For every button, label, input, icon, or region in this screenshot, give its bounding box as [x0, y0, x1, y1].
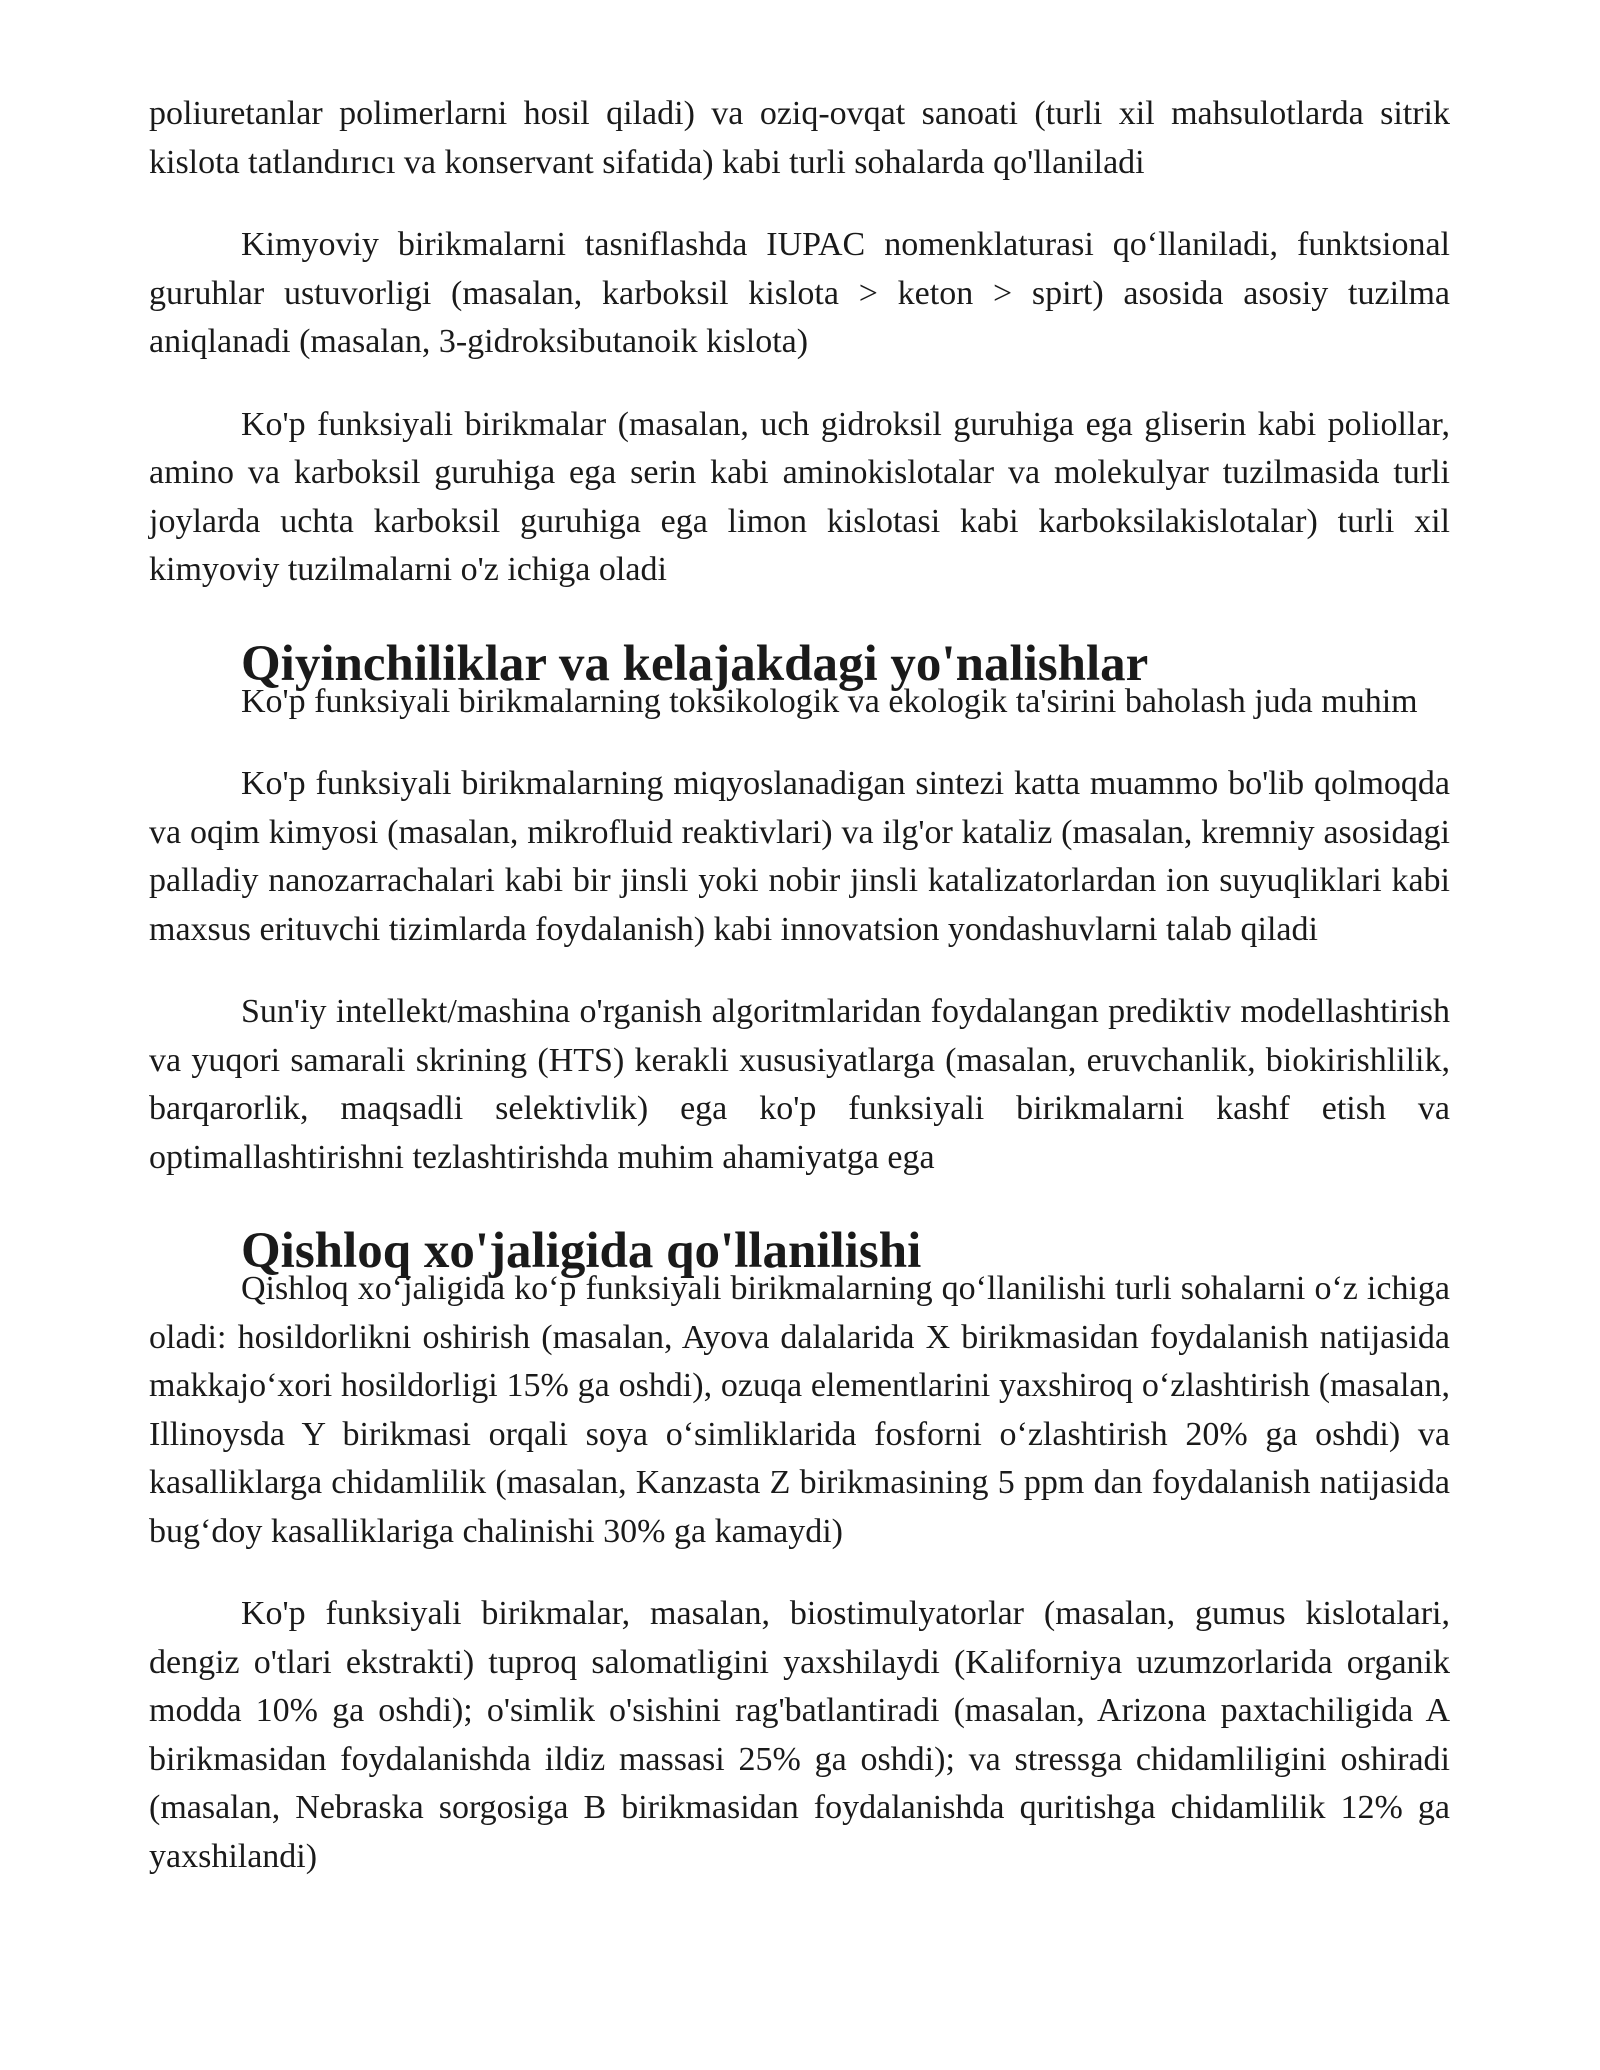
paragraph-scalable-synthesis: Ko'p funksiyali birikmalarning miqyoslanadigan sintezi katta muammo bo'lib qolmoqda va oqim kimyosi (masalan, mikrofluid reaktivlari) va ilg'or kataliz (masalan, kremniy asosidagi palladiy nanozarrachalari kabi bir jinsli yoki nobir jinsli katalizatorlardan ion suyuqliklari kabi maxsus erituvchi tizimlarda foydalanish) kabi innovatsion yondashuvlarni talab qiladi	[149, 765, 1450, 948]
section-heading-agriculture: Qishloq xo'jaligida qo'llanilishi	[241, 1223, 922, 1279]
paragraph-multifunctional-compounds: Ko'p funksiyali birikmalar (masalan, uch gidroksil guruhiga ega gliserin kabi poliollar, amino va karboksil guruhiga ega serin kabi aminokislotalar va molekulyar tuzilmasida turli joylarda uchta karboksil guruhiga ega limon kislotasi kabi karboksilakislotalar) turli xil kimyoviy tuzilmalarni o'z ichiga oladi	[149, 405, 1450, 588]
document-page	[149, 90, 1450, 1915]
paragraph-applications-continued: poliuretanlar polimerlarni hosil qiladi) va oziq-ovqat sanoati (turli xil mahsulotlarda sitrik kislota tatlandırıcı va konservant sifatida) kabi turli sohalarda qo'llaniladi	[149, 95, 1450, 181]
paragraph-ai-predictive-modeling: Sun'iy intellekt/mashina o'rganish algoritmlaridan foydalangan prediktiv modellashtirish va yuqori samarali skrining (HTS) kerakli xususiyatlarga (masalan, eruvchanlik, biokirishlilik, barqarorlik, maqsadli selektivlik) ega ko'p funksiyali birikmalarni kashf etish va optimallashtirishni tezlashtirishda muhim ahamiyatga ega	[149, 993, 1450, 1176]
section-heading-challenges: Qiyinchiliklar va kelajakdagi yo'nalishlar	[241, 635, 1149, 692]
paragraph-toxicology-assessment: Ko'p funksiyali birikmalarning toksikologik va ekologik ta'sirini baholash juda muhim	[241, 682, 1418, 720]
paragraph-iupac-classification: Kimyoviy birikmalarni tasniflashda IUPAC nomenklaturasi qo‘llaniladi, funktsional guruhlar ustuvorligi (masalan, karboksil kislota > keton > spirt) asosida asosiy tuzilma aniqlanadi (masalan, 3-gidroksibutanoik kislota)	[149, 226, 1450, 360]
paragraph-biostimulants: Ko'p funksiyali birikmalar, masalan, biostimulyatorlar (masalan, gumus kislotalari, dengiz o'tlari ekstrakti) tuproq salomatligini yaxshilaydi (Kaliforniya uzumzorlarida organik modda 10% ga oshdi); o'simlik o'sishini rag'batlantiradi (masalan, Arizona paxtachiligida A birikmasidan foydalanishda ildiz massasi 25% ga oshdi); va stressga chidamliligini oshiradi (masalan, Nebraska sorgosiga B birikmasidan foydalanishda quritishga chidamlilik 12% ga yaxshilandi)	[149, 1595, 1450, 1875]
paragraph-agriculture-applications: Qishloq xo‘jaligida ko‘p funksiyali birikmalarning qo‘llanilishi turli sohalarni o‘z ichiga oladi: hosildorlikni oshirish (masalan, Ayova dalalarida X birikmasidan foydalanish natijasida makkajo‘xori hosildorligi 15% ga oshdi), ozuqa elementlarini yaxshiroq o‘zlashtirish (masalan, Illinoysda Y birikmasi orqali soya o‘simliklarida fosforni o‘zlashtirish 20% ga oshdi) va kasalliklarga chidamlilik (masalan, Kanzasta Z birikmasining 5 ppm dan foydalanish natijasida bug‘doy kasalliklariga chalinishi 30% ga kamaydi)	[149, 1270, 1450, 1550]
